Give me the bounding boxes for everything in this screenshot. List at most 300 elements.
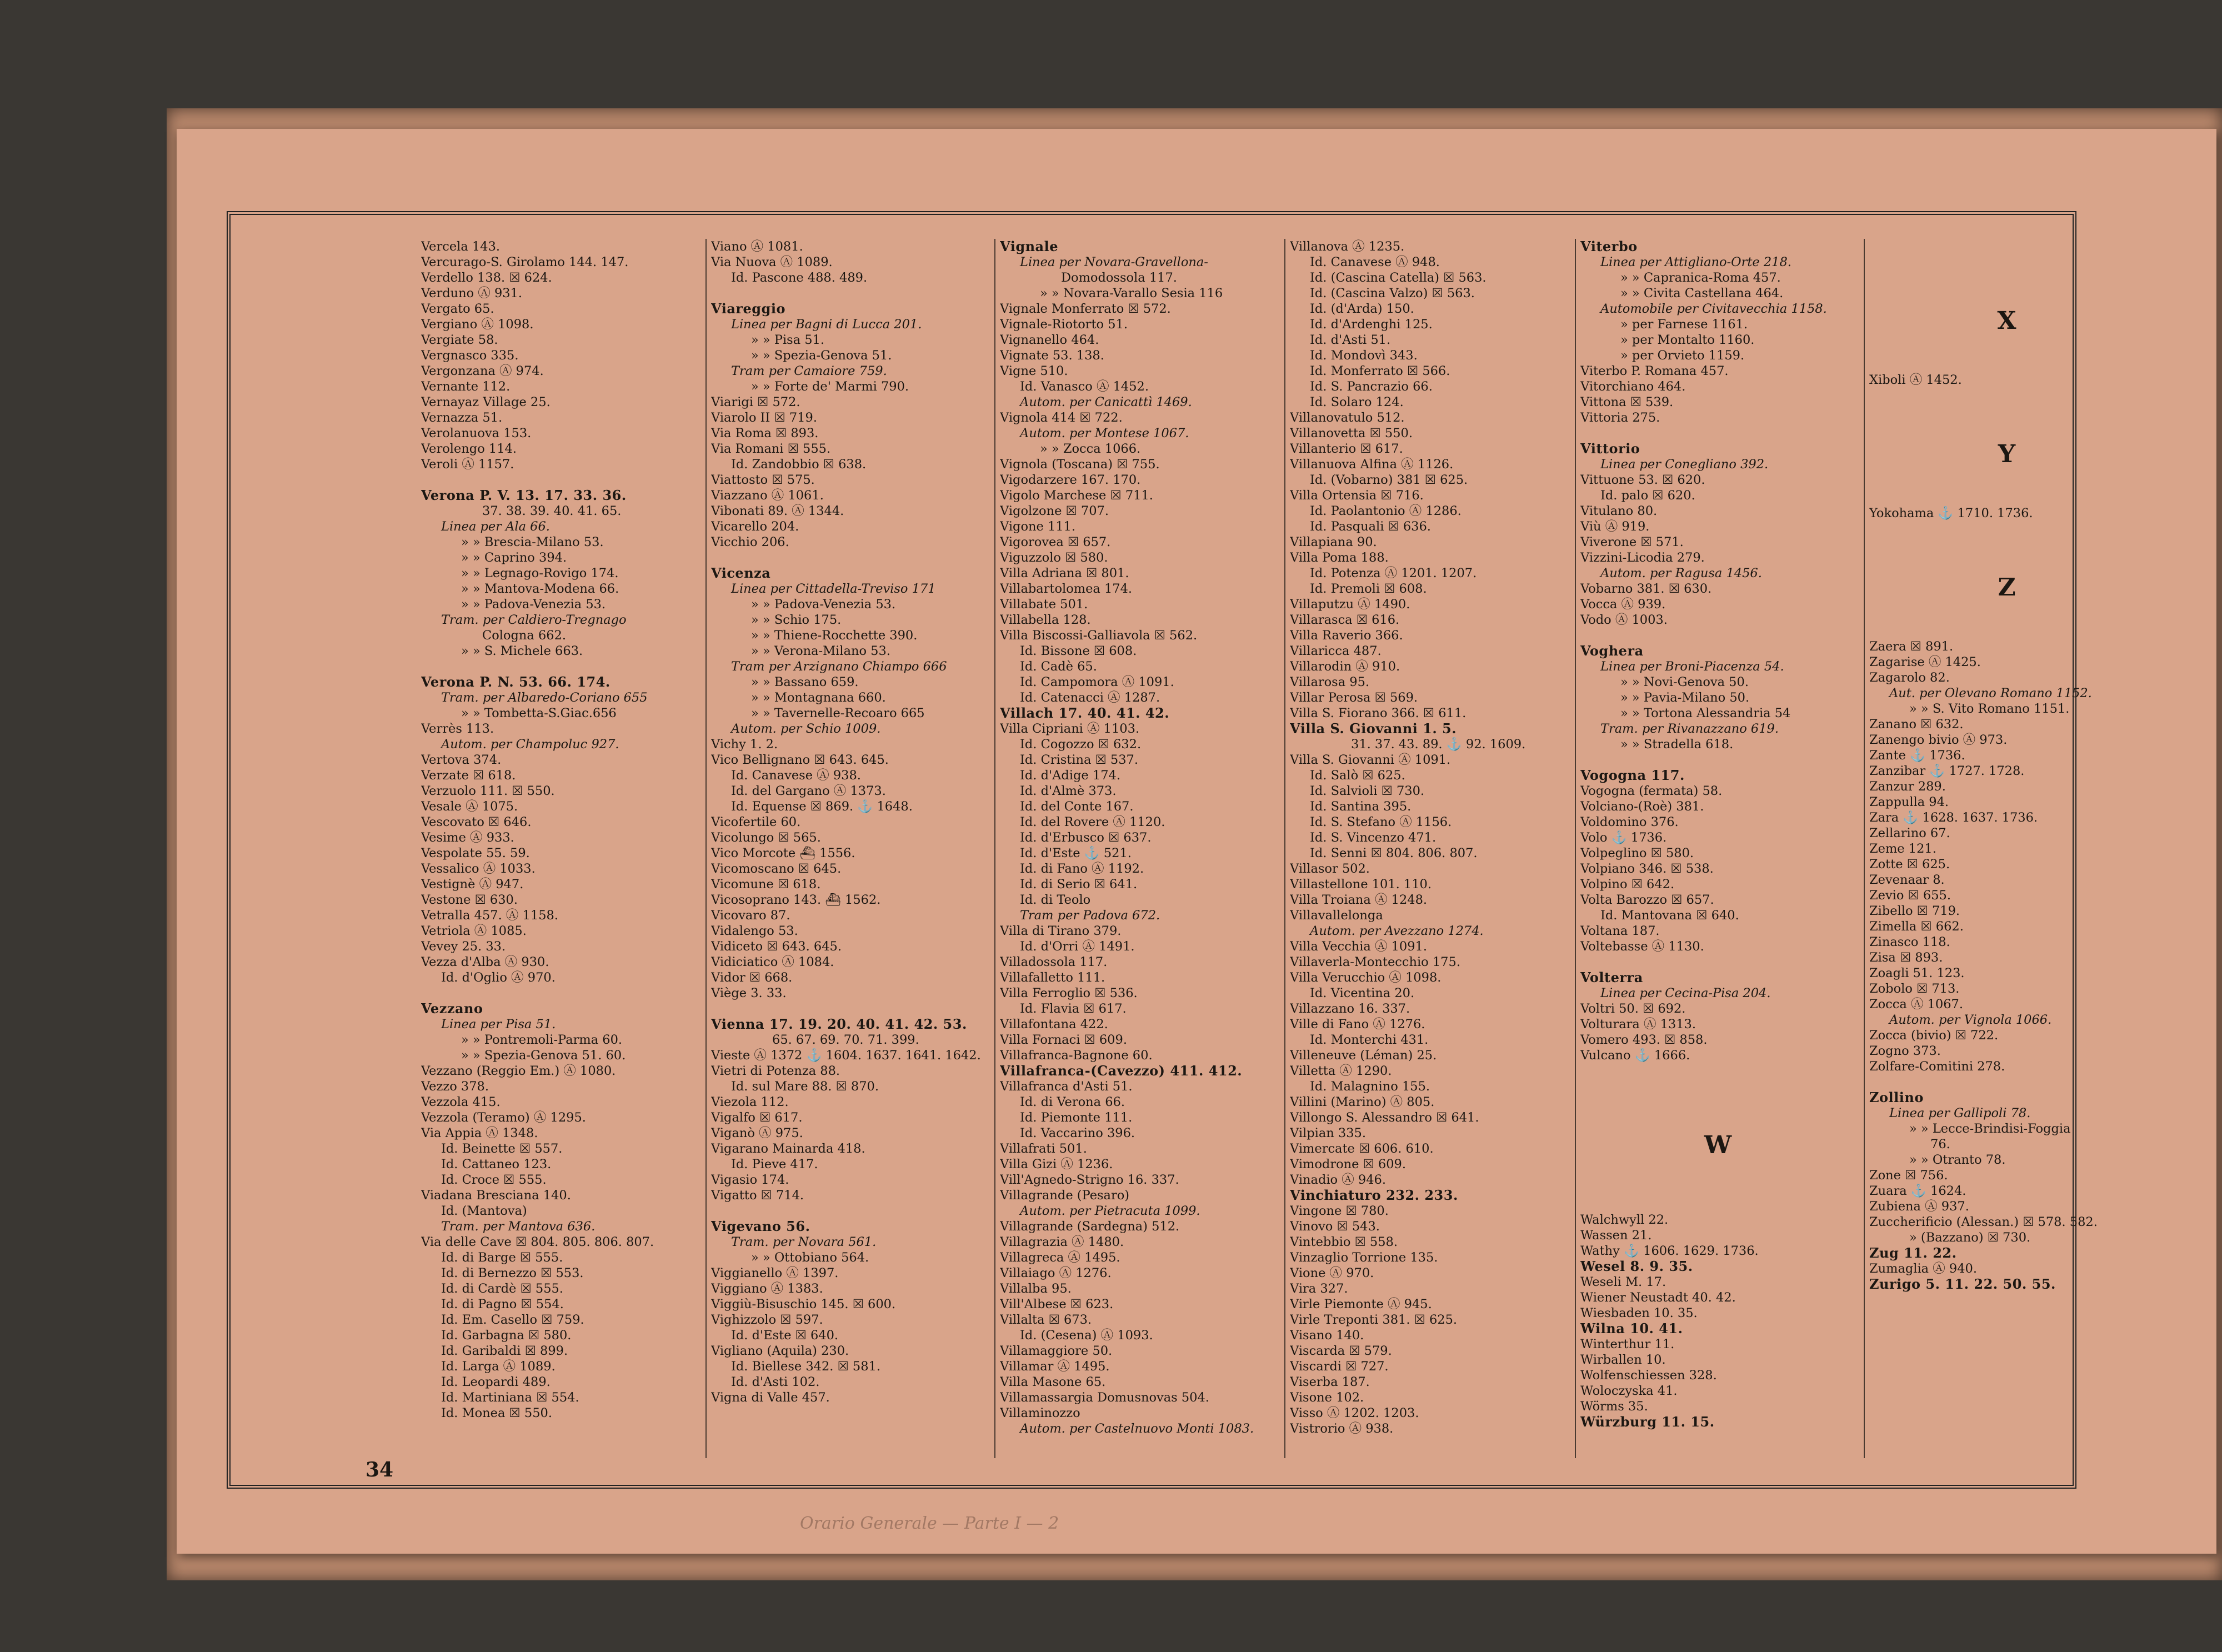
index-entry: Zagarolo 82. (1869, 670, 1950, 685)
index-entry: Viganò Ⓐ 975. (711, 1126, 803, 1140)
index-entry: Id. (Cesena) Ⓐ 1093. (1020, 1328, 1153, 1343)
index-entry: Vittorio (1580, 441, 1640, 457)
index-entry: Zollino (1869, 1090, 1924, 1105)
index-entry: Id. (d'Arda) 150. (1310, 302, 1414, 316)
index-entry: » » Caprino 394. (461, 550, 567, 565)
index-entry: Vignanello 464. (1000, 333, 1099, 347)
index-entry: Zanzibar ⚓ 1727. 1728. (1869, 764, 2025, 778)
index-entry: Autom. per Pietracuta 1099. (1020, 1204, 1200, 1218)
index-entry: Vitorchiano 464. (1580, 379, 1686, 394)
index-entry: Voltana 187. (1580, 924, 1660, 938)
index-entry: Zocca (bivio) ☒ 722. (1869, 1028, 1999, 1043)
index-entry: Viserba 187. (1290, 1375, 1370, 1389)
index-entry: Id. S. Stefano Ⓐ 1156. (1310, 815, 1452, 829)
index-entry: Villa Ortensia ☒ 716. (1290, 488, 1424, 503)
index-entry: Verdello 138. ☒ 624. (421, 271, 552, 285)
spacer (1869, 1074, 2144, 1090)
index-entry: Vernayaz Village 25. (421, 395, 551, 409)
index-entry: Winterthur 11. (1580, 1337, 1675, 1351)
index-entry: Vignale (1000, 239, 1058, 254)
spacer (421, 659, 696, 674)
index-entry: Vernante 112. (421, 379, 511, 394)
index-entry: Villasor 502. (1290, 862, 1370, 876)
index-entry: Vogogna (fermata) 58. (1580, 784, 1723, 798)
index-column-3 (1000, 239, 1275, 1455)
index-entry: Via delle Cave ☒ 804. 805. 806. 807. (421, 1235, 654, 1249)
index-entry: Id. Pascone 488. 489. (731, 271, 868, 285)
index-entry: Villar Perosa ☒ 569. (1290, 690, 1418, 705)
index-entry: Villa Troiana Ⓐ 1248. (1290, 893, 1428, 907)
index-entry: Villa Fornaci ☒ 609. (1000, 1033, 1127, 1047)
index-entry: Vigodarzere 167. 170. (1000, 473, 1141, 487)
index-entry: Id. Mantovana ☒ 640. (1600, 908, 1739, 923)
index-entry: Villabate 501. (1000, 597, 1088, 612)
index-entry: Viazzano Ⓐ 1061. (711, 488, 824, 503)
index-entry: Vetriola Ⓐ 1085. (421, 924, 527, 938)
column-divider (705, 239, 707, 1458)
index-entry: Wesel 8. 9. 35. (1580, 1259, 1693, 1274)
index-entry: Vertova 374. (421, 753, 502, 767)
index-entry: » » Civita Castellana 464. (1620, 286, 1784, 301)
index-entry: Volpiano 346. ☒ 538. (1580, 862, 1714, 876)
index-entry: Vietri di Potenza 88. (711, 1064, 840, 1078)
index-entry: Id. Piemonte 111. (1020, 1110, 1133, 1125)
index-entry: Vignola 414 ☒ 722. (1000, 411, 1123, 425)
index-entry: Vergnasco 335. (421, 348, 519, 363)
index-entry: Villach 17. 40. 41. 42. (1000, 705, 1170, 721)
index-entry: Vieste Ⓐ 1372 ⚓ 1604. 1637. 1641. 1642. (711, 1048, 981, 1063)
index-entry: Vico Morcote ⛴ 1556. (711, 846, 855, 860)
index-entry: Zocca Ⓐ 1067. (1869, 997, 1964, 1012)
index-entry: Vetralla 457. Ⓐ 1158. (421, 908, 558, 923)
index-entry: Villanovetta ☒ 550. (1290, 426, 1413, 440)
index-entry: Id. di Teolo (1020, 893, 1091, 907)
index-entry: Id. Biellese 342. ☒ 581. (731, 1359, 881, 1374)
spacer (1580, 1079, 1855, 1094)
index-entry: Würzburg 11. 15. (1580, 1414, 1715, 1430)
index-entry: Villaminozzo (1000, 1406, 1080, 1420)
index-entry: Wirballen 10. (1580, 1353, 1666, 1367)
index-entry: Villanuova Alfina Ⓐ 1126. (1290, 457, 1454, 472)
index-entry: Vidalengo 53. (711, 924, 798, 938)
index-entry: Wathy ⚓ 1606. 1629. 1736. (1580, 1244, 1759, 1258)
index-entry: Id. di Bernezzo ☒ 553. (441, 1266, 584, 1280)
index-entry: Vezza d'Alba Ⓐ 930. (421, 955, 549, 969)
index-entry: Vittona ☒ 539. (1580, 395, 1674, 409)
index-entry: » » Pavia-Milano 50. (1620, 690, 1750, 705)
index-entry: Id. Vicentina 20. (1310, 986, 1415, 1000)
index-entry: Villagrande (Pesaro) (1000, 1188, 1130, 1203)
index-entry: Villa Verucchio Ⓐ 1098. (1290, 970, 1442, 985)
index-entry: Vimercate ☒ 606. 610. (1290, 1142, 1434, 1156)
index-entry: Zevenaar 8. (1869, 873, 1945, 887)
index-entry: Voldomino 376. (1580, 815, 1679, 829)
index-entry: Tram. per Caldiero-Tregnago (441, 613, 627, 627)
index-entry: Wassen 21. (1580, 1228, 1652, 1243)
index-entry: Vergiano Ⓐ 1098. (421, 317, 534, 332)
spacer (711, 286, 986, 301)
index-entry: Id. di Cardè ☒ 555. (441, 1281, 564, 1296)
index-entry: Vizzini-Licodia 279. (1580, 550, 1705, 565)
index-entry: Vesale Ⓐ 1075. (421, 799, 518, 814)
index-entry: Id. Salò ☒ 625. (1310, 768, 1405, 783)
index-entry: Villanova Ⓐ 1235. (1290, 239, 1405, 254)
index-entry: » » Ottobiano 564. (751, 1250, 869, 1265)
index-entry: Id. d'Almè 373. (1020, 784, 1117, 798)
index-entry: Id. Equense ☒ 869. ⚓ 1648. (731, 799, 913, 814)
index-entry: Villaricca 487. (1290, 644, 1382, 658)
spacer (1869, 521, 2144, 537)
column-divider (1575, 239, 1576, 1458)
spacer (421, 472, 696, 488)
index-entry: Vergato 65. (421, 302, 494, 316)
index-entry: Volo ⚓ 1736. (1580, 830, 1667, 845)
index-entry: Villafontana 422. (1000, 1017, 1108, 1032)
index-entry: » » Padova-Venezia 53. (461, 597, 606, 612)
index-entry: Viggiù-Bisuschio 145. ☒ 600. (711, 1297, 896, 1311)
index-entry: Id. sul Mare 88. ☒ 870. (731, 1079, 879, 1094)
index-entry: Visone 102. (1290, 1390, 1364, 1405)
index-entry: Vinovo ☒ 543. (1290, 1219, 1380, 1234)
index-entry: Zisa ☒ 893. (1869, 950, 1943, 965)
index-entry: Linea per Cecina-Pisa 204. (1600, 986, 1771, 1000)
index-entry: Vestignè Ⓐ 947. (421, 877, 524, 892)
index-entry: Id. Larga Ⓐ 1089. (441, 1359, 556, 1374)
index-entry: Villafranca d'Asti 51. (1000, 1079, 1133, 1094)
index-entry: Zellarino 67. (1869, 826, 1950, 840)
index-entry: Yokohama ⚓ 1710. 1736. (1869, 506, 2033, 520)
index-entry: Id. d'Orri Ⓐ 1491. (1020, 939, 1135, 954)
index-entry: Vignate 53. 138. (1000, 348, 1104, 363)
index-entry: Id. del Rovere Ⓐ 1120. (1020, 815, 1165, 829)
index-entry: Id. Campomora Ⓐ 1091. (1020, 675, 1174, 689)
index-entry: Viù Ⓐ 919. (1580, 519, 1650, 534)
index-entry: Vilpian 335. (1290, 1126, 1366, 1140)
index-entry: Visano 140. (1290, 1328, 1364, 1343)
index-entry: » » Zocca 1066. (1040, 442, 1141, 456)
index-entry: Wolfenschiessen 328. (1580, 1368, 1717, 1383)
column-divider (1864, 239, 1865, 1458)
index-entry: Via Romani ☒ 555. (711, 442, 831, 456)
index-entry: Vernazza 51. (421, 411, 503, 425)
index-entry: Vignola (Toscana) ☒ 755. (1000, 457, 1160, 472)
index-entry: Id. d'Asti 51. (1310, 333, 1391, 347)
index-entry: Villa Masone 65. (1000, 1375, 1106, 1389)
index-entry: » (Bazzano) ☒ 730. (1909, 1230, 2031, 1245)
index-entry: Zone ☒ 756. (1869, 1168, 1948, 1183)
index-entry: Zante ⚓ 1736. (1869, 748, 1965, 763)
index-entry: » » Otranto 78. (1909, 1153, 2006, 1167)
index-entry: 31. 37. 43. 89. ⚓ 92. 1609. (1351, 737, 1526, 752)
index-entry: Vodo Ⓐ 1003. (1580, 613, 1668, 627)
index-entry: » » Tombetta-S.Giac.656 (461, 706, 617, 720)
index-entry: Domodossola 117. (1061, 271, 1177, 285)
index-entry: Vigarano Mainarda 418. (711, 1142, 865, 1156)
index-entry: Verona P. N. 53. 66. 174. (421, 674, 610, 690)
index-entry: Linea per Conegliano 392. (1600, 457, 1769, 472)
spacer (1580, 1197, 1855, 1212)
index-entry: » » Legnago-Rovigo 174. (461, 566, 619, 580)
index-entry: Voltebasse Ⓐ 1130. (1580, 939, 1704, 954)
index-entry: Vigone 111. (1000, 519, 1076, 534)
index-entry: Id. del Conte 167. (1020, 799, 1134, 814)
index-entry: Zumaglia Ⓐ 940. (1869, 1261, 1977, 1276)
index-entry: Vingone ☒ 780. (1290, 1204, 1389, 1218)
index-entry: Villaputzu Ⓐ 1490. (1290, 597, 1410, 612)
index-entry: Villafalletto 111. (1000, 970, 1105, 985)
index-entry: Vicofertile 60. (711, 815, 801, 829)
index-entry: 37. 38. 39. 40. 41. 65. (482, 504, 622, 518)
index-entry: Id. (Vobarno) 381 ☒ 625. (1310, 473, 1468, 487)
index-entry: Verzuolo 111. ☒ 550. (421, 784, 555, 798)
index-entry: Id. d'Erbusco ☒ 637. (1020, 830, 1152, 845)
index-entry: Villa Poma 188. (1290, 550, 1389, 565)
index-entry: Viscarda ☒ 579. (1290, 1344, 1392, 1358)
index-entry: Villa Adriana ☒ 801. (1000, 566, 1129, 580)
index-entry: Volpeglino ☒ 580. (1580, 846, 1694, 860)
index-entry: Villarosa 95. (1290, 675, 1370, 689)
index-entry: » » Pontremoli-Parma 60. (461, 1033, 623, 1047)
index-entry: Villazzano 16. 337. (1290, 1002, 1410, 1016)
index-entry: Zolfare-Comitini 278. (1869, 1059, 2005, 1074)
index-entry: Vicomoscano ☒ 645. (711, 862, 842, 876)
index-entry: Verduno Ⓐ 931. (421, 286, 523, 301)
index-entry: Vigorovea ☒ 657. (1000, 535, 1111, 549)
index-entry: Zanzur 289. (1869, 779, 1946, 794)
index-entry: Viattosto ☒ 575. (711, 473, 815, 487)
index-entry: Vignale Monferrato ☒ 572. (1000, 302, 1171, 316)
index-entry: Autom. per Avezzano 1274. (1310, 924, 1484, 938)
index-entry: Villastellone 101. 110. (1290, 877, 1432, 892)
index-entry: » » Schio 175. (751, 613, 842, 627)
index-entry: Zara ⚓ 1628. 1637. 1736. (1869, 810, 2038, 825)
column-divider (1284, 239, 1285, 1458)
index-entry: Id. Cattaneo 123. (441, 1157, 552, 1172)
index-entry: Id. Canavese Ⓐ 948. (1310, 255, 1440, 269)
index-entry: Villabartolomea 174. (1000, 582, 1133, 596)
index-entry: Id. Canavese Ⓐ 938. (731, 768, 861, 783)
index-entry: Villafranca-Bagnone 60. (1000, 1048, 1153, 1063)
index-entry: Id. Croce ☒ 555. (441, 1173, 547, 1187)
index-entry: Vill'Agnedo-Strigno 16. 337. (1000, 1173, 1179, 1187)
index-entry: Vittoria 275. (1580, 411, 1660, 425)
index-entry: Visso Ⓐ 1202. 1203. (1290, 1406, 1419, 1420)
index-entry: Zurigo 5. 11. 22. 50. 55. (1869, 1276, 2056, 1292)
index-entry: » » Bassano 659. (751, 675, 859, 689)
index-entry: Viarigi ☒ 572. (711, 395, 800, 409)
spacer (1580, 628, 1855, 643)
index-entry: Id. Pasquali ☒ 636. (1310, 519, 1431, 534)
index-entry: Villalba 95. (1000, 1281, 1072, 1296)
index-entry: Autom. per Castelnuovo Monti 1083. (1020, 1421, 1254, 1436)
index-entry: Veroli Ⓐ 1157. (421, 457, 514, 472)
index-entry: Villa Cipriani Ⓐ 1103. (1000, 722, 1140, 736)
index-entry: Xiboli Ⓐ 1452. (1869, 373, 1962, 387)
index-entry: Zeme 121. (1869, 842, 1936, 856)
index-entry: Vigne 510. (1000, 364, 1068, 378)
index-entry: Id. Salvioli ☒ 730. (1310, 784, 1425, 798)
index-entry: Linea per Attigliano-Orte 218. (1600, 255, 1791, 269)
index-entry: Id. Martiniana ☒ 554. (441, 1390, 579, 1405)
index-entry: Wiener Neustadt 40. 42. (1580, 1290, 1736, 1305)
index-entry: Vidiciatico Ⓐ 1084. (711, 955, 834, 969)
spacer (421, 985, 696, 1001)
index-entry: Tram per Camaiore 759. (731, 364, 887, 378)
index-entry: Vicosoprano 143. ⛴ 1562. (711, 893, 881, 907)
index-entry: Id. S. Vincenzo 471. (1310, 830, 1437, 845)
index-entry: Villa S. Giovanni 1. 5. (1290, 721, 1457, 737)
index-entry: Id. Monea ☒ 550. (441, 1406, 552, 1420)
index-entry: » » Padova-Venezia 53. (751, 597, 896, 612)
index-entry: Vevey 25. 33. (421, 939, 506, 954)
index-entry: » » Mantova-Modena 66. (461, 582, 619, 596)
index-entry: Weseli M. 17. (1580, 1275, 1666, 1289)
index-entry: Id. d'Adige 174. (1020, 768, 1120, 783)
index-entry: Id. Bissone ☒ 608. (1020, 644, 1137, 658)
index-entry: Villalta ☒ 673. (1000, 1313, 1092, 1327)
index-entry: Id. di Serio ☒ 641. (1020, 877, 1138, 892)
index-entry: Villongo S. Alessandro ☒ 641. (1290, 1110, 1479, 1125)
index-entry: » per Montalto 1160. (1620, 333, 1755, 347)
index-entry: Id. Monterchi 431. (1310, 1033, 1429, 1047)
index-entry: Volterra (1580, 970, 1643, 985)
index-entry: Viezola 112. (711, 1095, 789, 1109)
index-entry: » » Capranica-Roma 457. (1620, 271, 1781, 285)
index-entry: Vill'Albese ☒ 623. (1000, 1297, 1114, 1311)
index-entry: Villetta Ⓐ 1290. (1290, 1064, 1392, 1078)
index-entry: Villanovatulo 512. (1290, 411, 1405, 425)
spacer (1580, 1094, 1855, 1110)
index-entry: Id. (Cascina Valzo) ☒ 563. (1310, 286, 1475, 301)
index-entry: Vico Bellignano ☒ 643. 645. (711, 753, 889, 767)
index-entry: Id. Garibaldi ☒ 899. (441, 1344, 568, 1358)
footer-text: Orario Generale — Parte I — 2 (800, 1514, 1059, 1533)
index-entry: Vicovaro 87. (711, 908, 790, 923)
index-entry: Villeneuve (Léman) 25. (1290, 1048, 1437, 1063)
index-entry: Walchwyll 22. (1580, 1213, 1669, 1227)
index-entry: 65. 67. 69. 70. 71. 399. (772, 1033, 919, 1047)
spacer (1869, 623, 2144, 639)
column-divider (994, 239, 995, 1458)
index-entry: Villavallelonga (1290, 908, 1383, 923)
index-entry: Villamaggiore 50. (1000, 1344, 1113, 1358)
index-entry: Virle Piemonte Ⓐ 945. (1290, 1297, 1432, 1311)
spacer (711, 550, 986, 565)
index-entry: Villa S. Fiorano 366. ☒ 611. (1290, 706, 1467, 720)
index-entry: Zimella ☒ 662. (1869, 919, 1964, 934)
index-entry: Tram. per Albaredo-Coriano 655 (441, 690, 648, 705)
index-entry: Viarolo II ☒ 719. (711, 411, 818, 425)
section-letter: Y (1998, 440, 2016, 468)
index-entry: » per Farnese 1161. (1620, 317, 1748, 332)
index-entry: Id. Leopardi 489. (441, 1375, 551, 1389)
index-entry: Woloczyska 41. (1580, 1384, 1678, 1398)
index-entry: Viverone ☒ 571. (1580, 535, 1684, 549)
index-entry: Id. Premoli ☒ 608. (1310, 582, 1427, 596)
index-entry: Verzate ☒ 618. (421, 768, 516, 783)
index-entry: Villagrazia Ⓐ 1480. (1000, 1235, 1124, 1249)
index-entry: Viano Ⓐ 1081. (711, 239, 803, 254)
index-entry: Villarasca ☒ 616. (1290, 613, 1400, 627)
index-entry: Id. Malagnino 155. (1310, 1079, 1430, 1094)
index-entry: Linea per Gallipoli 78. (1889, 1106, 2031, 1120)
index-entry: Id. Monferrato ☒ 566. (1310, 364, 1450, 378)
index-entry: Zibello ☒ 719. (1869, 904, 1960, 918)
index-entry: Villa S. Giovanni Ⓐ 1091. (1290, 753, 1451, 767)
index-entry: » » Spezia-Genova 51. (751, 348, 892, 363)
index-entry: Villafrati 501. (1000, 1142, 1087, 1156)
index-entry: Tram. per Novara 561. (731, 1235, 877, 1249)
index-entry: Zappulla 94. (1869, 795, 1949, 809)
index-entry: Id. di Fano Ⓐ 1192. (1020, 862, 1144, 876)
index-entry: Vicchio 206. (711, 535, 789, 549)
index-entry: » per Orvieto 1159. (1620, 348, 1745, 363)
index-entry: Villadossola 117. (1000, 955, 1108, 969)
index-entry: Tram. per Mantova 636. (441, 1219, 595, 1234)
index-entry: Vicomune ☒ 618. (711, 877, 821, 892)
index-entry: Autom. per Vignola 1066. (1889, 1013, 2052, 1027)
index-entry: Autom. per Canicattì 1469. (1020, 395, 1192, 409)
index-entry: Id. Potenza Ⓐ 1201. 1207. (1310, 566, 1477, 580)
index-entry: Id. Paolantonio Ⓐ 1286. (1310, 504, 1462, 518)
index-entry: Vibonati 89. Ⓐ 1344. (711, 504, 844, 518)
index-entry: Voltri 50. ☒ 692. (1580, 1002, 1686, 1016)
index-entry: Id. Santina 395. (1310, 799, 1412, 814)
index-entry: Zobolo ☒ 713. (1869, 982, 1960, 996)
index-entry: Id. (Cascina Catella) ☒ 563. (1310, 271, 1487, 285)
index-entry: Vidiceto ☒ 643. 645. (711, 939, 842, 954)
index-entry: Tram. per Rivanazzano 619. (1600, 722, 1779, 736)
index-entry: Viggiano Ⓐ 1383. (711, 1281, 823, 1296)
index-entry: Voghera (1580, 643, 1644, 659)
index-entry: Id. d'Ardenghi 125. (1310, 317, 1433, 332)
index-entry: Vichy 1. 2. (711, 737, 778, 752)
index-entry: Id. di Barge ☒ 555. (441, 1250, 563, 1265)
index-entry: Viscardi ☒ 727. (1290, 1359, 1389, 1374)
index-entry: » » Lecce-Brindisi-Foggia (1909, 1122, 2071, 1136)
index-entry: Id. S. Pancrazio 66. (1310, 379, 1433, 394)
index-entry: Id. d'Oglio Ⓐ 970. (441, 970, 556, 985)
index-entry: Villafranca-(Cavezzo) 411. 412. (1000, 1063, 1243, 1079)
index-entry: Verolanuova 153. (421, 426, 532, 440)
index-entry: Zinasco 118. (1869, 935, 1950, 949)
index-entry: Verrès 113. (421, 722, 494, 736)
index-entry: Vinadio Ⓐ 946. (1290, 1173, 1387, 1187)
index-entry: » » Brescia-Milano 53. (461, 535, 604, 549)
index-entry: Linea per Bagni di Lucca 201. (731, 317, 922, 332)
index-entry: Vezzano (Reggio Em.) Ⓐ 1080. (421, 1064, 616, 1078)
spacer (1869, 357, 2144, 372)
spacer (1869, 490, 2144, 505)
index-entry: Id. Zandobbio ☒ 638. (731, 457, 867, 472)
index-entry: Vomero 493. ☒ 858. (1580, 1033, 1708, 1047)
index-entry: Tram per Arzignano Chiampo 666 (731, 659, 947, 674)
index-entry: Zug 11. 22. (1869, 1245, 1957, 1261)
index-entry: Vespolate 55. 59. (421, 846, 530, 860)
spacer (1869, 537, 2144, 552)
index-entry: Id. Cogozzo ☒ 632. (1020, 737, 1142, 752)
index-entry: Autom. per Montese 1067. (1020, 426, 1189, 440)
index-entry: Id. Senni ☒ 804. 806. 807. (1310, 846, 1478, 860)
index-entry: Zuara ⚓ 1624. (1869, 1184, 1966, 1198)
index-entry: Id. Cristina ☒ 537. (1020, 753, 1139, 767)
index-entry: Villanterio ☒ 617. (1290, 442, 1403, 456)
spacer (1869, 403, 2144, 419)
index-entry: Verolengo 114. (421, 442, 517, 456)
page-number: 34 (366, 1458, 394, 1481)
index-entry: » » Verona-Milano 53. (751, 644, 890, 658)
index-entry: Vigasio 174. (711, 1173, 789, 1187)
